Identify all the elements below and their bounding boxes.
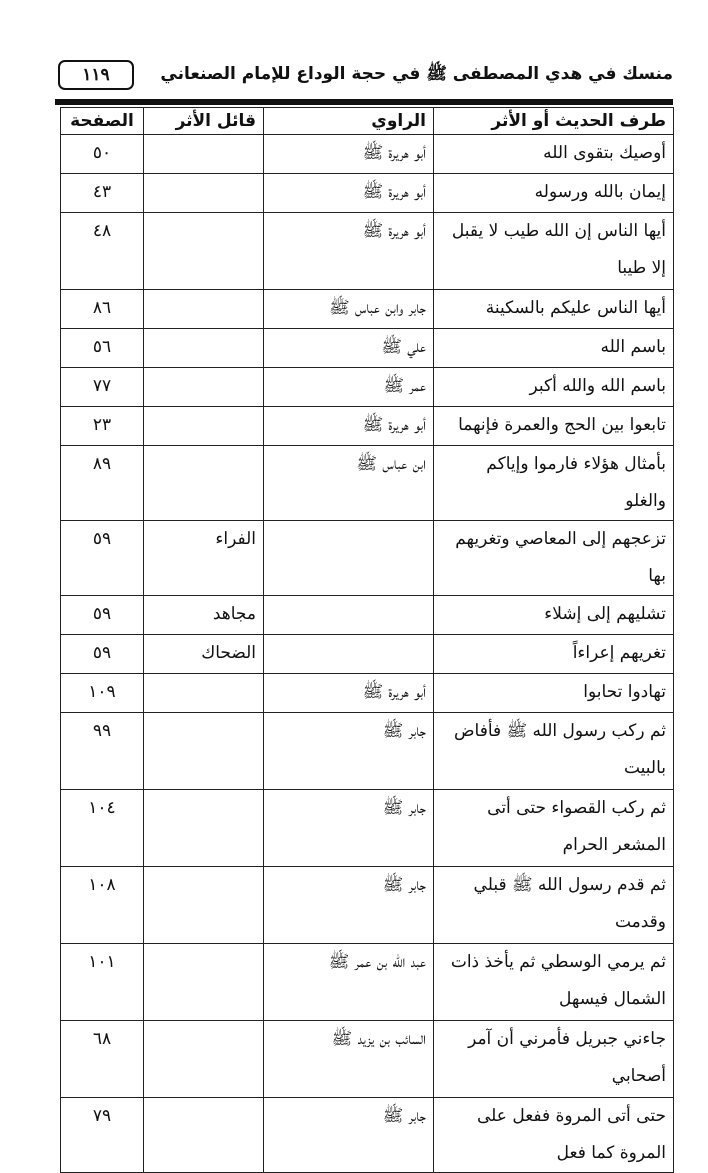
page-cell: ٥٩	[61, 521, 144, 596]
narrator-cell	[264, 521, 434, 596]
hadith-index-table	[60, 107, 674, 1173]
page-cell: ٨٦	[61, 290, 144, 329]
page-cell: ٧٩	[61, 1098, 144, 1173]
hadith-text-cell: ثم ركب رسول الله ﷺ فأفاض بالبيت	[434, 713, 674, 790]
hadith-text-cell: باسم الله والله أكبر	[434, 368, 674, 407]
narrator-cell: أبو هريرة ﷺ	[264, 174, 434, 213]
narrator-cell: جابر ﷺ	[264, 867, 434, 944]
page-cell: ٨٩	[61, 446, 144, 521]
page-cell: ١٠٨	[61, 867, 144, 944]
narrator-cell: أبو هريرة ﷺ	[264, 213, 434, 290]
hadith-text-cell: ثم يرمي الوسطي ثم يأخذ ذات الشمال فيسهل	[434, 944, 674, 1021]
narrator-cell: السائب بن يزيد ﷺ	[264, 1021, 434, 1098]
sayer-cell	[144, 446, 264, 521]
page-cell: ١٠٩	[61, 674, 144, 713]
hadith-text-cell: ثم قدم رسول الله ﷺ قبلي وقدمت	[434, 867, 674, 944]
hadith-text-cell: تشليهم إلى إشلاء	[434, 596, 674, 635]
hadith-text-cell: تابعوا بين الحج والعمرة فإنهما	[434, 407, 674, 446]
hadith-text-cell: تزعجهم إلى المعاصي وتغريهم بها	[434, 521, 674, 596]
page-cell: ٧٧	[61, 368, 144, 407]
table-row	[61, 944, 674, 1021]
sayer-cell	[144, 1098, 264, 1173]
table-row	[61, 521, 674, 596]
table-row	[61, 790, 674, 867]
page-cell: ٢٣	[61, 407, 144, 446]
table-row	[61, 635, 674, 674]
sayer-cell	[144, 368, 264, 407]
sayer-cell	[144, 713, 264, 790]
sayer-cell	[144, 944, 264, 1021]
sayer-cell	[144, 867, 264, 944]
page-cell: ٩٩	[61, 713, 144, 790]
page-header	[55, 60, 673, 94]
sayer-cell	[144, 213, 264, 290]
hadith-text-cell: تغريهم إعراءاً	[434, 635, 674, 674]
narrator-cell: علي ﷺ	[264, 329, 434, 368]
sayer-cell	[144, 290, 264, 329]
narrator-cell: ابن عباس ﷺ	[264, 446, 434, 521]
table-row	[61, 407, 674, 446]
narrator-cell: أبو هريرة ﷺ	[264, 674, 434, 713]
table-row	[61, 174, 674, 213]
table-row	[61, 1098, 674, 1173]
narrator-cell: جابر وابن عباس ﷺ	[264, 290, 434, 329]
hadith-text-cell: أيها الناس عليكم بالسكينة	[434, 290, 674, 329]
table-row	[61, 135, 674, 174]
page-cell: ٥٠	[61, 135, 144, 174]
hadith-text-cell: أوصيك بتقوى الله	[434, 135, 674, 174]
page-cell: ٥٦	[61, 329, 144, 368]
narrator-cell: أبو هريرة ﷺ	[264, 135, 434, 174]
sayer-cell	[144, 1021, 264, 1098]
table-row	[61, 290, 674, 329]
sayer-cell	[144, 329, 264, 368]
table-body	[61, 135, 674, 1173]
narrator-cell: جابر ﷺ	[264, 790, 434, 867]
narrator-cell: عمر ﷺ	[264, 368, 434, 407]
table-row	[61, 674, 674, 713]
table-row	[61, 1021, 674, 1098]
column-header-narrator: الراوي	[264, 108, 434, 135]
hadith-text-cell: أيها الناس إن الله طيب لا يقبل إلا طيبا	[434, 213, 674, 290]
sayer-cell	[144, 135, 264, 174]
table-header-row	[61, 108, 674, 135]
table-row	[61, 368, 674, 407]
page-number: ١١٩	[82, 65, 110, 85]
narrator-cell: جابر ﷺ	[264, 1098, 434, 1173]
hadith-text-cell: باسم الله	[434, 329, 674, 368]
table-row	[61, 329, 674, 368]
hadith-text-cell: إيمان بالله ورسوله	[434, 174, 674, 213]
sayer-cell	[144, 407, 264, 446]
page-cell: ١٠١	[61, 944, 144, 1021]
hadith-text-cell: جاءني جبريل فأمرني أن آمر أصحابي	[434, 1021, 674, 1098]
sayer-cell	[144, 174, 264, 213]
sayer-cell: مجاهد	[144, 596, 264, 635]
column-header-text: طرف الحديث أو الأثر	[434, 108, 674, 135]
hadith-text-cell: بأمثال هؤلاء فارموا وإياكم والغلو	[434, 446, 674, 521]
narrator-cell	[264, 635, 434, 674]
page-cell: ٤٨	[61, 213, 144, 290]
narrator-cell: جابر ﷺ	[264, 713, 434, 790]
header-rule	[55, 99, 673, 105]
sayer-cell	[144, 674, 264, 713]
page-cell: ٥٩	[61, 635, 144, 674]
sayer-cell: الضحاك	[144, 635, 264, 674]
page-cell: ٦٨	[61, 1021, 144, 1098]
narrator-cell: أبو هريرة ﷺ	[264, 407, 434, 446]
page-number-box	[58, 60, 134, 90]
narrator-cell: عبد الله بن عمر ﷺ	[264, 944, 434, 1021]
page-cell: ١٠٤	[61, 790, 144, 867]
table-row	[61, 596, 674, 635]
column-header-page: الصفحة	[61, 108, 144, 135]
book-title: منسك في هدي المصطفى ﷺ في حجة الوداع للإمام الصنعاني	[160, 64, 673, 84]
hadith-text-cell: تهادوا تحابوا	[434, 674, 674, 713]
narrator-cell	[264, 596, 434, 635]
table-row	[61, 713, 674, 790]
table-row	[61, 867, 674, 944]
hadith-text-cell: حتى أتى المروة ففعل على المروة كما فعل	[434, 1098, 674, 1173]
column-header-sayer: قائل الأثر	[144, 108, 264, 135]
table-row	[61, 446, 674, 521]
sayer-cell: الفراء	[144, 521, 264, 596]
table-row	[61, 213, 674, 290]
page-cell: ٤٣	[61, 174, 144, 213]
sayer-cell	[144, 790, 264, 867]
page-cell: ٥٩	[61, 596, 144, 635]
hadith-text-cell: ثم ركب القصواء حتى أتى المشعر الحرام	[434, 790, 674, 867]
